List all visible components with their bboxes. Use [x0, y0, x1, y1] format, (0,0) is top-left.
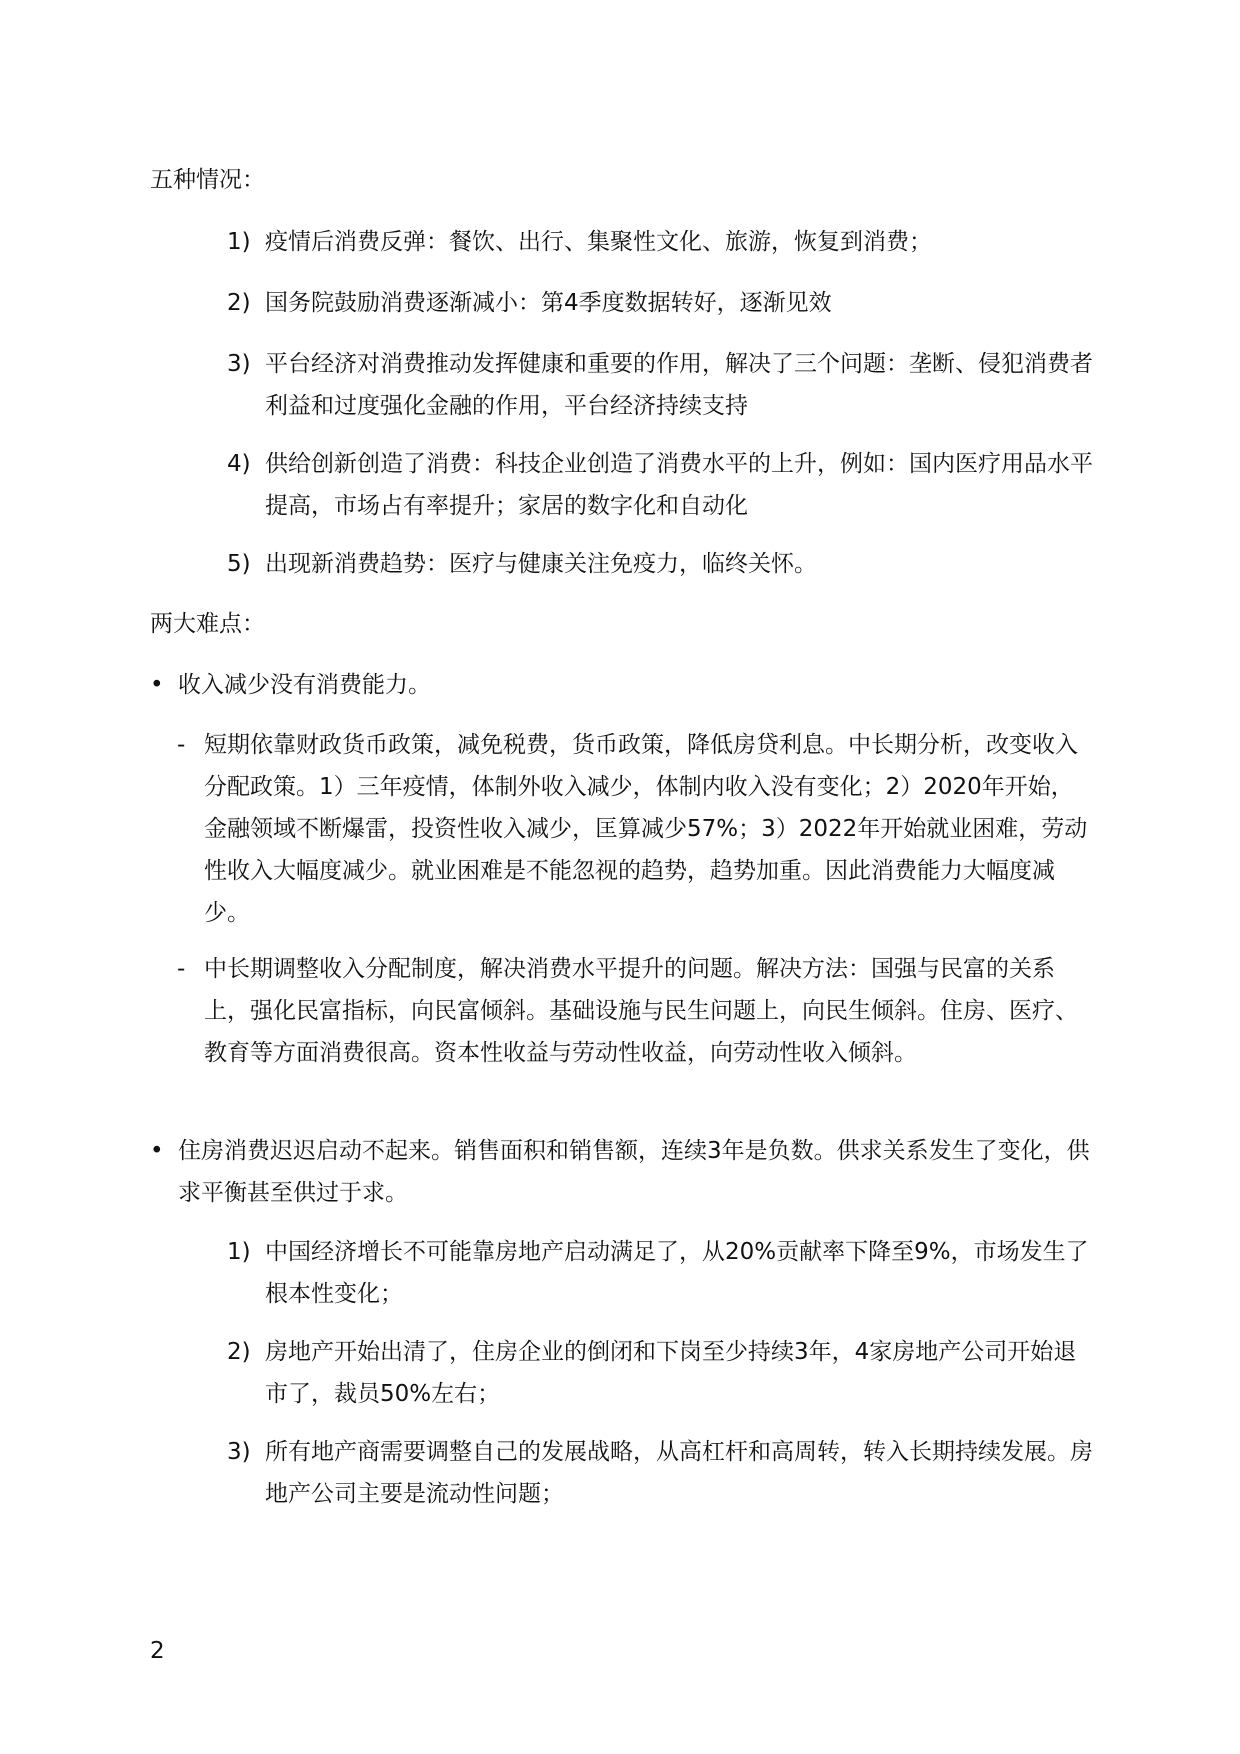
- sub-list-item: [177, 724, 1092, 934]
- list-marker: 3): [227, 1439, 251, 1465]
- bullet-text: 住房消费迟迟启动不起来。销售面积和销售额，连续3年是负数。供求关系发生了变化，供求平衡甚至供过于求。: [178, 1138, 1090, 1206]
- list-item: [227, 543, 1097, 585]
- list-item-text: 中国经济增长不可能靠房地产启动满足了，从20%贡献率下降至9%，市场发生了根本性变化；: [265, 1239, 1089, 1307]
- section-heading-five-situations: 五种情况：: [150, 167, 265, 193]
- bullet-item: [150, 1130, 1090, 1214]
- section-heading-two-difficulties: 两大难点：: [150, 611, 265, 637]
- list-marker: 5): [227, 551, 251, 577]
- list-item-text: 所有地产商需要调整自己的发展战略，从高杠杆和高周转，转入长期持续发展。房地产公司主要是流动性问题；: [265, 1439, 1093, 1507]
- list-item: [227, 343, 1097, 427]
- list-item-text: 房地产开始出清了，住房企业的倒闭和下岗至少持续3年，4家房地产公司开始退市了，裁员50%左右；: [265, 1339, 1077, 1407]
- list-marker: 2): [227, 1339, 251, 1365]
- list-item-text: 国务院鼓励消费逐渐减小：第4季度数据转好，逐渐见效: [265, 290, 832, 316]
- dash-marker: -: [177, 956, 186, 982]
- bullet-marker: •: [150, 1138, 164, 1164]
- list-item: [227, 282, 1097, 324]
- list-item: [227, 221, 1097, 263]
- list-marker: 1): [227, 1239, 251, 1265]
- sub-list-item-text: 中长期调整收入分配制度，解决消费水平提升的问题。解决方法：国强与民富的关系上，强化民富指标，向民富倾斜。基础设施与民生问题上，向民生倾斜。住房、医疗、教育等方面消费很高。资本性收益与劳动性收益，向劳动性收入倾斜。: [204, 956, 1078, 1066]
- list-item: [227, 1231, 1097, 1315]
- list-item: [227, 1331, 1097, 1415]
- bullet-marker: •: [150, 672, 164, 698]
- list-marker: 1): [227, 229, 251, 255]
- list-marker: 3): [227, 351, 251, 377]
- sub-list-item-text: 短期依靠财政货币政策，减免税费，货币政策，降低房贷利息。中长期分析，改变收入分配政策。1）三年疫情，体制外收入减少，体制内收入没有变化；2）2020年开始，金融领域不断爆雷，投资性收入减少，匡算减少57%；3）2022年开始就业困难，劳动性收入大幅度减少。就业困难是不能忽视的趋势，趋势加重。因此消费能力大幅度减少。: [204, 732, 1088, 926]
- list-item: [227, 443, 1097, 527]
- bullet-text: 收入减少没有消费能力。: [178, 672, 431, 698]
- list-item: [227, 1431, 1097, 1515]
- dash-marker: -: [177, 732, 186, 758]
- bullet-item: [150, 664, 1090, 706]
- list-marker: 4): [227, 451, 251, 477]
- list-item-text: 出现新消费趋势：医疗与健康关注免疫力，临终关怀。: [265, 551, 817, 577]
- list-item-text: 供给创新创造了消费：科技企业创造了消费水平的上升，例如：国内医疗用品水平提高，市场占有率提升；家居的数字化和自动化: [265, 451, 1093, 519]
- list-item-text: 平台经济对消费推动发挥健康和重要的作用，解决了三个问题：垄断、侵犯消费者利益和过度强化金融的作用，平台经济持续支持: [265, 351, 1093, 419]
- page-number: 2: [150, 1638, 165, 1664]
- list-item-text: 疫情后消费反弹：餐饮、出行、集聚性文化、旅游，恢复到消费；: [265, 229, 932, 255]
- sub-list-item: [177, 948, 1092, 1074]
- list-marker: 2): [227, 290, 251, 316]
